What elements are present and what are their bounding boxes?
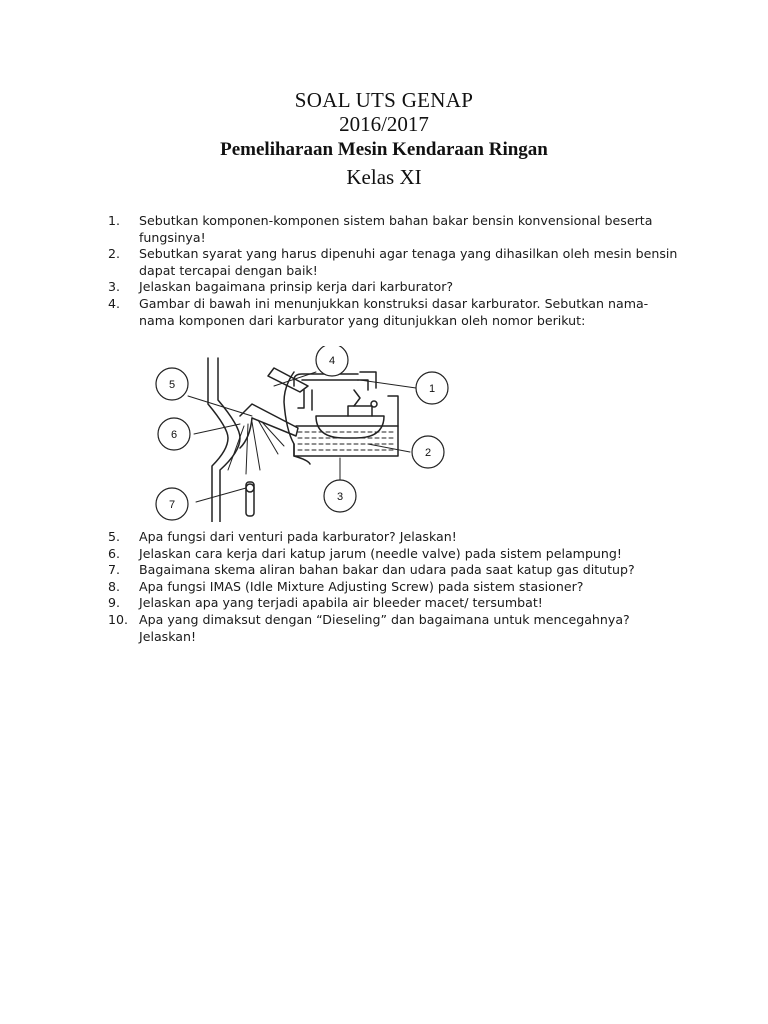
- question-text: Bagaimana skema aliran bahan bakar dan udara pada saat katup gas ditutup?: [139, 562, 635, 578]
- question-number: 1.: [108, 213, 121, 228]
- question-list-part-2: [108, 529, 678, 645]
- question-item: [108, 612, 678, 645]
- callout-label-3: 3: [336, 491, 344, 503]
- main-nozzle-spray: [228, 404, 298, 474]
- question-number: 8.: [108, 578, 121, 594]
- callout-label-4: 4: [328, 355, 336, 367]
- question-list-part-1: [108, 213, 678, 329]
- exam-year: 2016/2017: [339, 112, 429, 136]
- exam-header: [0, 88, 768, 190]
- question-text: Jelaskan apa yang terjadi apabila air bleeder macet/ tersumbat!: [139, 595, 543, 611]
- exam-subject: Pemeliharaan Mesin Kendaraan Ringan: [220, 139, 548, 160]
- question-number: 5.: [108, 529, 121, 544]
- float-chamber: [294, 372, 398, 456]
- question-item: [108, 213, 678, 246]
- question-item: [108, 579, 678, 596]
- throttle-valve: [246, 482, 254, 516]
- question-number: 7.: [108, 562, 121, 578]
- leader-lines: [188, 372, 416, 502]
- exam-class: Kelas XI: [346, 165, 422, 189]
- question-item: [108, 246, 678, 279]
- callout-label-5: 5: [168, 379, 176, 391]
- callout-label-1: 1: [428, 383, 436, 395]
- exam-title: SOAL UTS GENAP: [294, 88, 474, 112]
- question-number: 9.: [108, 595, 121, 611]
- question-number: 6.: [108, 545, 121, 561]
- carburetor-diagram: [148, 346, 468, 522]
- question-item: [108, 562, 678, 579]
- question-number: 3.: [108, 279, 121, 295]
- question-text: Apa fungsi dari venturi pada karburator? Jelaskan!: [139, 529, 457, 544]
- question-text: Apa yang dimaksut dengan “Dieseling” dan bagaimana untuk mencegahnya? Jelaskan!: [139, 611, 630, 644]
- callout-label-2: 2: [424, 447, 432, 459]
- question-number: 2.: [108, 246, 121, 262]
- question-item: [108, 529, 678, 546]
- question-text: Sebutkan komponen-komponen sistem bahan bakar bensin konvensional beserta fungsinya!: [139, 213, 653, 245]
- question-text: Sebutkan syarat yang harus dipenuhi agar tenaga yang dihasilkan oleh mesin bensin dapat tercapai dengan baik!: [139, 246, 678, 278]
- callout-label-6: 6: [170, 429, 178, 441]
- question-text: Gambar di bawah ini menunjukkan konstruksi dasar karburator. Sebutkan nama-nama komponen dari karburator yang ditunjukkan oleh nomor berikut:: [139, 295, 649, 328]
- question-item: [108, 595, 678, 612]
- question-number: 4.: [108, 295, 121, 311]
- callout-label-7: 7: [168, 499, 176, 511]
- question-text: Jelaskan bagaimana prinsip kerja dari karburator?: [139, 279, 454, 295]
- question-number: 10.: [108, 611, 129, 627]
- question-item: [108, 546, 678, 563]
- question-text: Apa fungsi IMAS (Idle Mixture Adjusting Screw) pada sistem stasioner?: [139, 578, 584, 594]
- question-item: [108, 279, 678, 296]
- question-item: [108, 296, 678, 329]
- question-text: Jelaskan cara kerja dari katup jarum (needle valve) pada sistem pelampung!: [139, 545, 622, 561]
